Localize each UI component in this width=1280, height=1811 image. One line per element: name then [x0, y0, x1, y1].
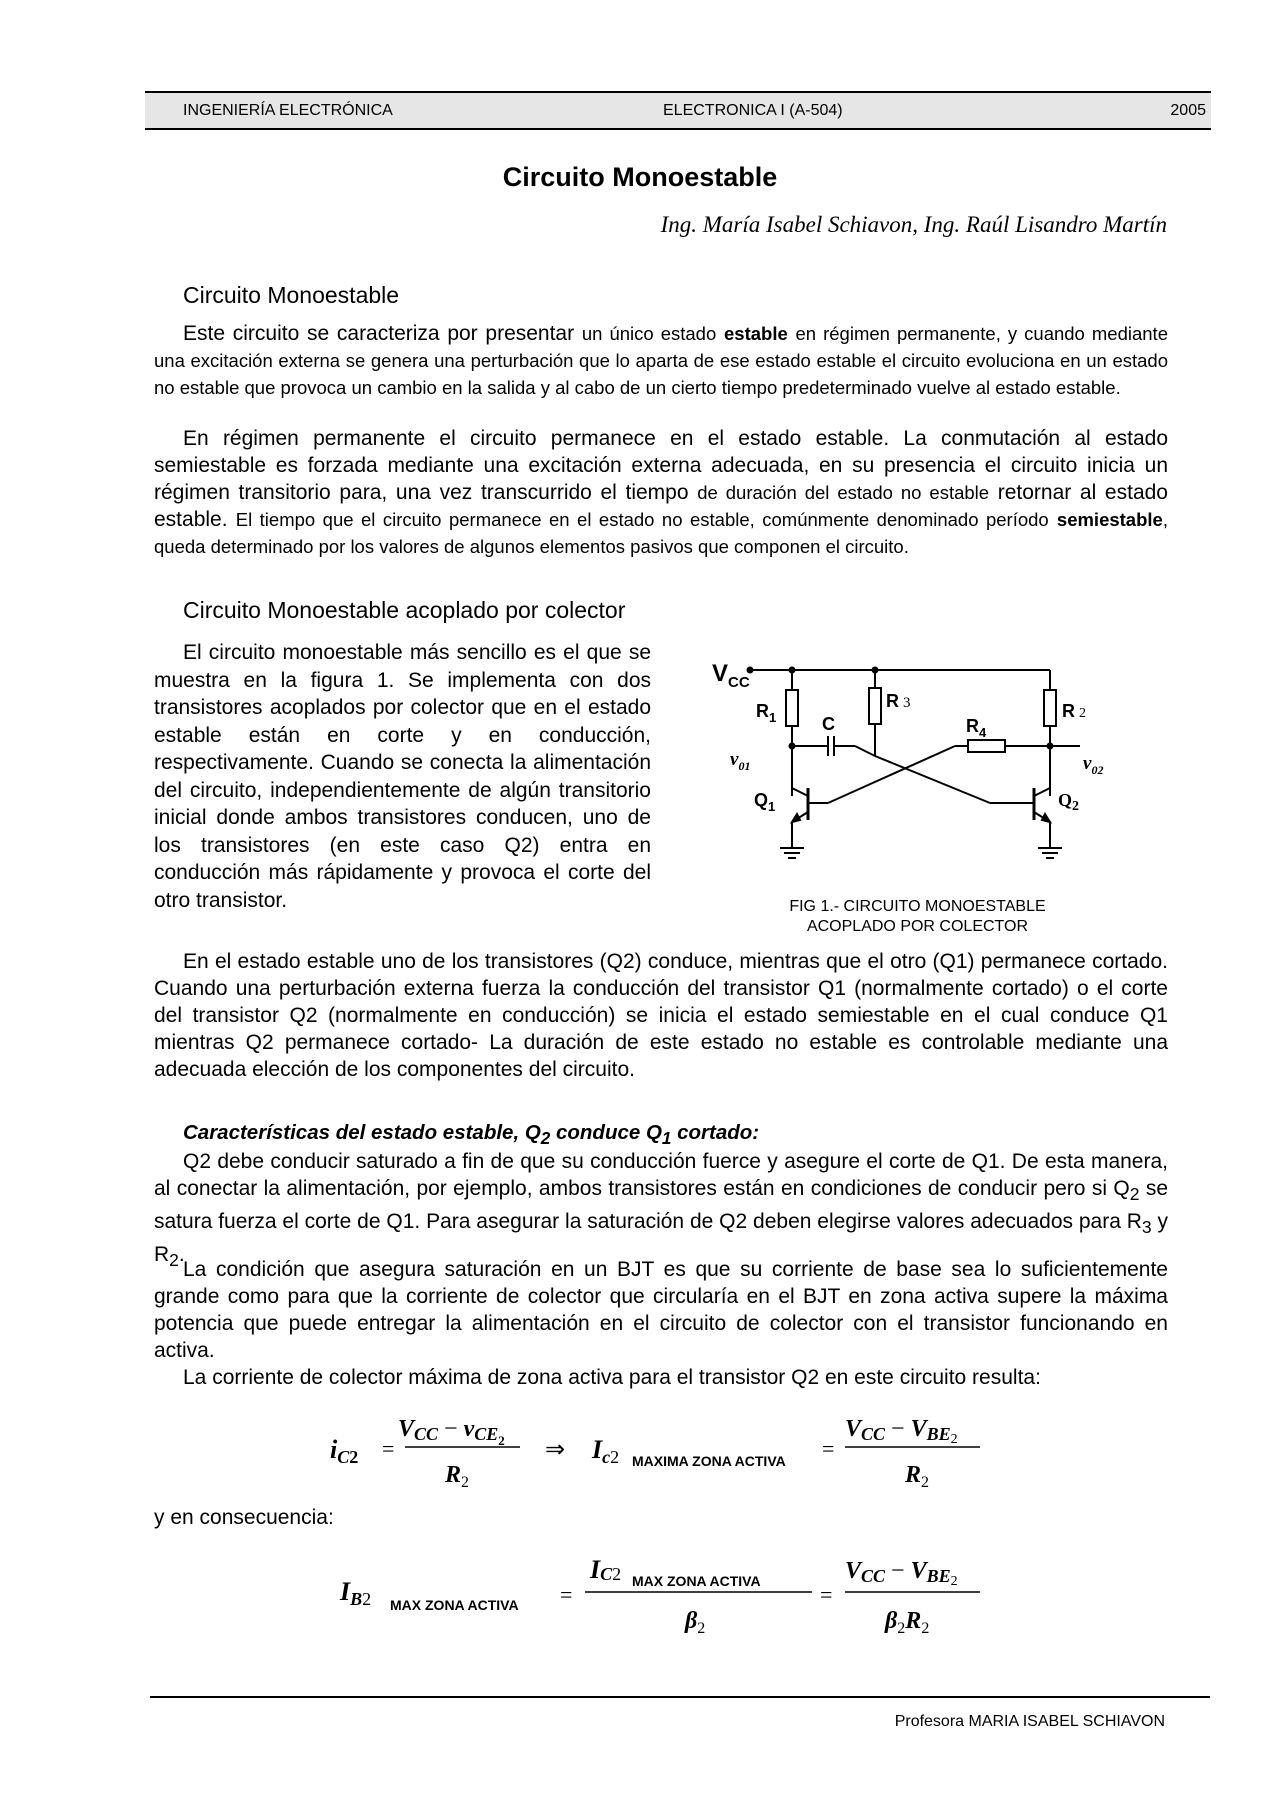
svg-text:R2: $R_2$ [905, 1462, 930, 1490]
p1-rest-b: en régimen permanente, y cuando mediante una excitación externa se genera una perturbación que lo aparta de ese estado estable el circuito evoluciona en un estado no estable que provoca un cambio en la salida y al cabo de un cierto tiempo predeterminado vuelve al estado estable. [154, 323, 1168, 398]
vcc-label: $V_{CC}$ [712, 660, 750, 691]
page-footer [150, 1696, 1210, 1730]
header-center: ELECTRONICA I (A-504) [663, 102, 843, 119]
section-heading-1: Circuito Monoestable [183, 282, 400, 308]
cross-wire [875, 756, 990, 803]
svg-text:VCC − VBE2: VCC − VBE2 [845, 1416, 958, 1447]
header-right: 2005 [1170, 102, 1206, 119]
r4-resistor [968, 740, 1005, 752]
p2-a: En régimen permanente el circuito permanece en el estado estable. La conmutación al estado semiestable es forzada mediante una excitación externa adecuada, en su presencia el circuito inicia un régimen transitorio para, una vez transcurrido el tiempo [154, 427, 1168, 504]
svg-text:R2: $R_2$ [445, 1462, 470, 1490]
r1-label: $R_1$ [756, 701, 777, 725]
paragraph-5: La condición que asegura saturación en un BJT es que su corriente de base sea lo suficientemente grande como para que la corriente de colector que circularía en el BJT en zona activa supere la máxima potencia que puede entregar la alimentación en el circuito de colector con el transistor funcionando en activa. [154, 1258, 1168, 1362]
footer-text: Profesora MARIA ISABEL SCHIAVON [894, 1713, 1165, 1730]
svg-text:β2R2: $\beta_2R_2$ [885, 1608, 930, 1637]
authors: Ing. María Isabel Schiavon, Ing. Raúl Lisandro Martín [660, 212, 1167, 237]
svg-text:VCC − vCE2: VCC − vCE$_2$ [398, 1416, 505, 1448]
paragraph-3: En el estado estable uno de los transistores (Q2) conduce, mientras que el otro (Q1) permanece cortado. Cuando una perturbación externa fuerza la conducción del transistor Q1 (normalmente cortado) o el corte del transistor Q2 (normalmente en conducción) se inicia el estado semiestable en el cual conduce Q1 mientras Q2 permanece cortado- La duración de este estado no estable es controlable mediante una adecuada elección de los componentes del circuito. [154, 950, 1168, 1081]
q1-label: $Q_1$ [754, 790, 776, 814]
p2-bold: semiestable [1056, 509, 1163, 530]
page-title: Circuito Monoestable [502, 162, 778, 192]
paragraph-4: Q2 debe conducir saturado a fin de que su conducción fuerce y asegure el corte de Q1. De esta manera, al conectar la alimentación, por ejemplo, ambos transistores están en condiciones de conducir pero si $Q_2$ se satura fuerza el corte de Q1. Para asegurar la saturación de Q2 deben elegirse valores adecuados para $R_3$ y $R_2$. [154, 1150, 1169, 1271]
svg-text:=: = [820, 1582, 833, 1607]
section-heading-2: Circuito Monoestable acoplado por colector [183, 597, 626, 623]
svg-text:VCC − VBE2: VCC − VBE2 [845, 1558, 958, 1589]
r4-label: $R_4$ [966, 716, 987, 740]
p2-c: retornar al estado estable. [154, 481, 1168, 531]
figure-caption [760, 897, 1075, 937]
svg-text:IB2: IB2 [340, 1577, 372, 1609]
equation-ib2 [330, 1540, 1010, 1640]
svg-text:β2: $\beta_2$ [685, 1608, 706, 1637]
svg-text:=: = [822, 1436, 835, 1461]
max-zona-activa-short-label-2: MAX ZONA ACTIVA [632, 1573, 761, 1589]
subheading-stable-state: Características del estado estable, $Q_2$ conduce $Q_1$ cortado: [183, 1121, 760, 1149]
header-left: INGENIERÍA ELECTRÓNICA [183, 102, 393, 119]
cross-wire [828, 746, 955, 803]
r2-resistor [1044, 690, 1056, 726]
figure-caption-line-2: ACOPLADO POR COLECTOR [806, 918, 1029, 935]
r3-resistor [869, 688, 881, 724]
monostable-circuit-diagram [700, 648, 1120, 898]
equation-ic2 [320, 1400, 1000, 1490]
r3-label: R 3 [886, 691, 911, 711]
q2-label: $Q_2$ [1058, 790, 1080, 814]
p1-bold: estable [724, 323, 788, 344]
max-zona-activa-short-label: MAX ZONA ACTIVA [390, 1597, 519, 1613]
column-text: El circuito monoestable más sencillo es el que se muestra en la figura 1. Se implementa con dos transistores acoplados por colector que en el estado estable están en corte y en conducción, respectivamente. Cuando se conecta la alimentación del circuito, independientemente de algún transitorio inicial donde ambos transistores conducen, uno de los transistores (en este caso Q2) entra en conducción más rápidamente y provoca el corte del otro transistor. [154, 641, 651, 912]
paragraph-6: La corriente de colector máxima de zona activa para el transistor Q2 en este circuito resulta: [183, 1366, 1041, 1389]
r2-label: R 2 [1062, 701, 1086, 721]
paragraph-1 [154, 320, 1168, 401]
max-zona-activa-label: MAXIMA ZONA ACTIVA [632, 1453, 786, 1469]
paragraph-2 [154, 425, 1168, 560]
y-en-consecuencia: y en consecuencia: [154, 1506, 334, 1529]
svg-text:Ic2: Ic2 [592, 1435, 620, 1467]
page-header [145, 91, 1211, 130]
p1-lead: Este circuito se caracteriza por presentar [183, 322, 575, 345]
capacitor-label: C [822, 714, 835, 734]
p2-e: , queda determinado por los valores de algunos elementos pasivos que componen el circuito. [154, 509, 1168, 557]
svg-text:iC2: iC2 [330, 1435, 359, 1467]
svg-text:=: = [382, 1436, 395, 1461]
p2-b: de duración del estado no estable [697, 482, 990, 503]
r1-resistor [786, 690, 798, 726]
p1-rest-a: un único estado [581, 323, 717, 344]
v02-label: $v_{02}$ [1083, 753, 1104, 777]
svg-text:IC2: IC2 [590, 1555, 622, 1584]
svg-text:=: = [560, 1582, 573, 1607]
p2-d: El tiempo que el circuito permanece en el estado no estable, comúnmente denominado período [235, 509, 1049, 530]
v01-label: $v_{01}$ [730, 749, 751, 773]
figure-caption-line-1: FIG 1.- CIRCUITO MONOESTABLE [789, 898, 1046, 915]
implies-arrow: ⇒ [545, 1437, 566, 1463]
